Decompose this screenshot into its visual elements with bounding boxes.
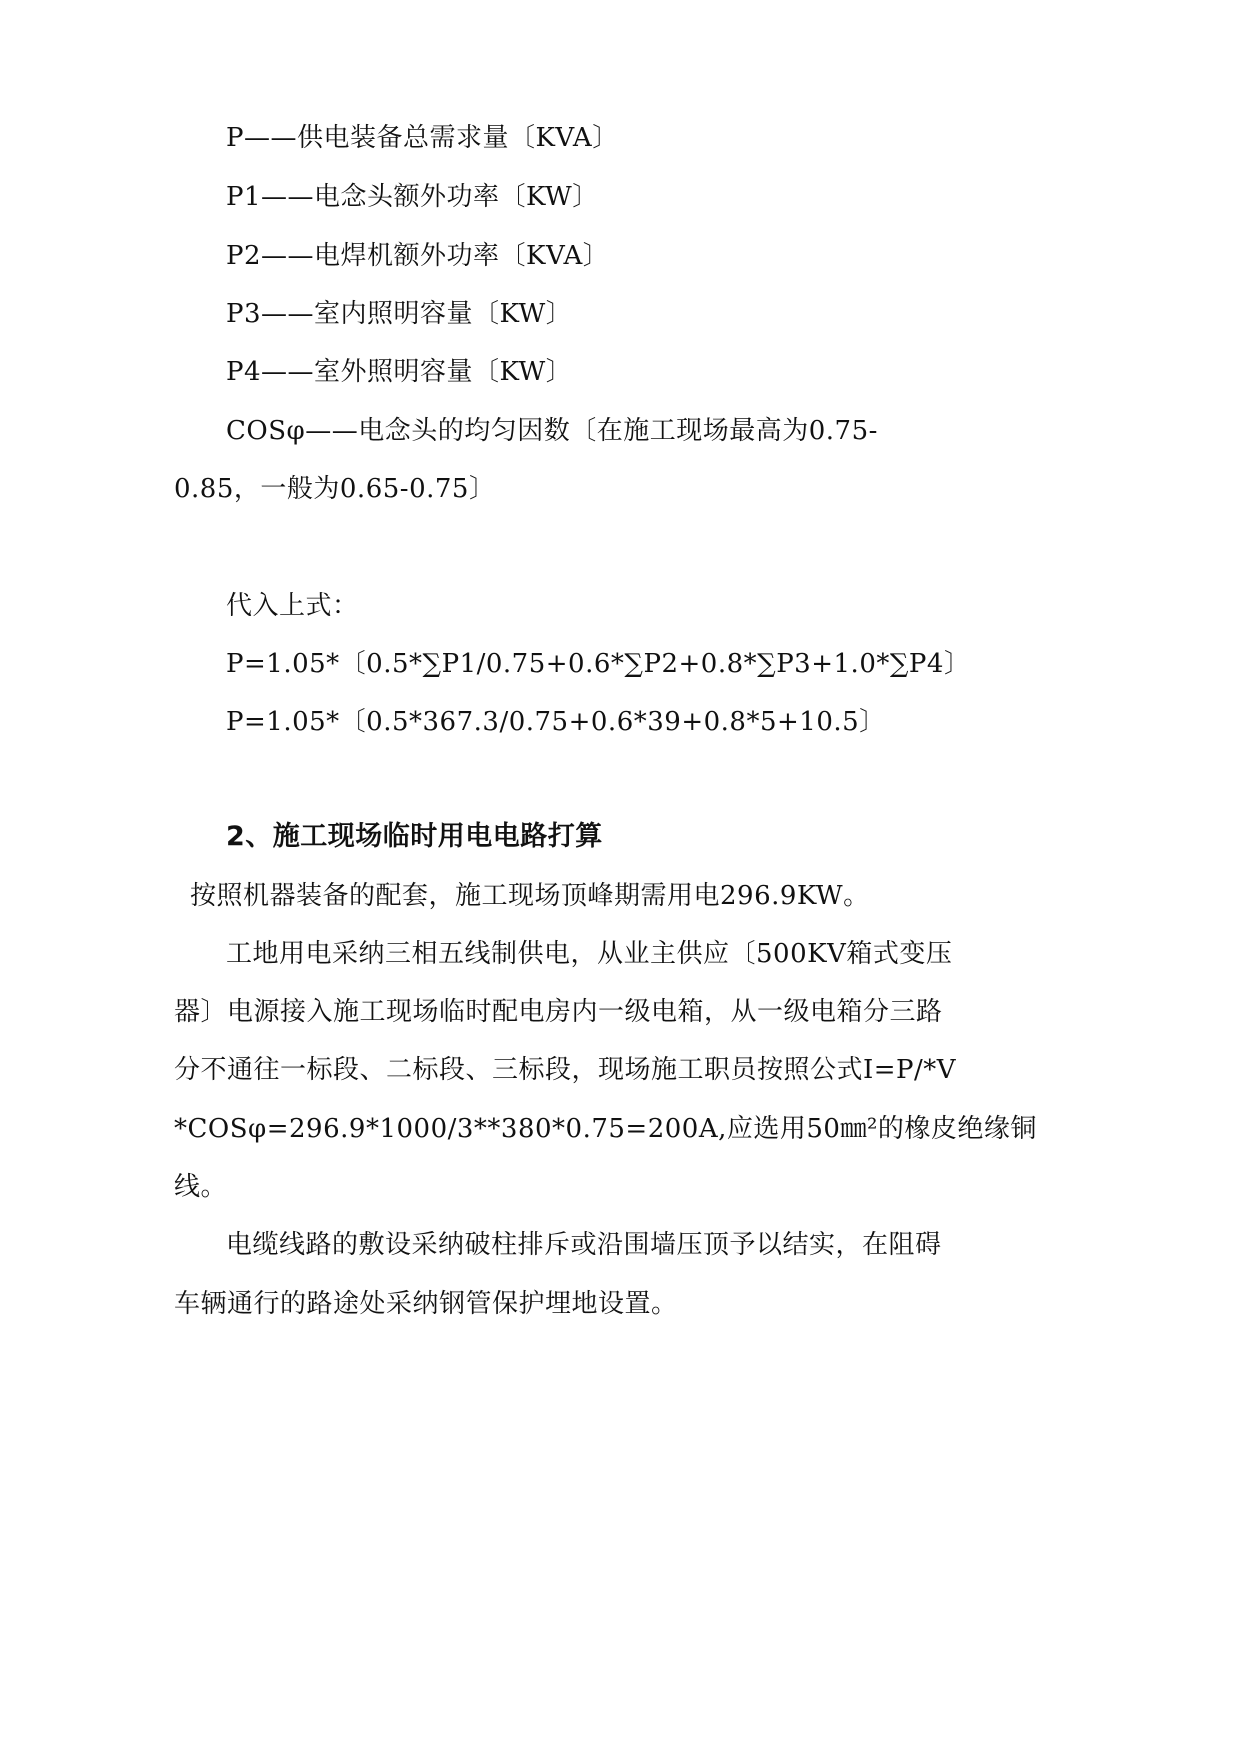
substitution-intro: 代入上式：: [226, 591, 359, 621]
definition-cos-phi-continued: 0.85，一般为0.65-0.75〕: [174, 474, 496, 504]
paragraph-supply-line-3: 分不通往一标段、二标段、三标段，现场施工职员按照公式I=P/*V: [174, 1055, 957, 1085]
paragraph-supply-line-5: 线。: [174, 1172, 228, 1202]
paragraph-supply-line-4: *COSφ=296.9*1000/3**380*0.75=200A,应选用50㎜²的橡皮绝缘铜: [174, 1114, 1037, 1144]
definition-p3: P3——室内照明容量〔KW〕: [226, 299, 573, 329]
paragraph-peak-demand: 按照机器装备的配套，施工现场顶峰期需用电296.9KW。: [190, 881, 870, 911]
formula-substituted: P=1.05*〔0.5*367.3/0.75+0.6*39+0.8*5+10.5〕: [226, 707, 886, 737]
paragraph-supply-line-1: 工地用电采纳三相五线制供电，从业主供应〔500KV箱式变压: [226, 939, 953, 969]
paragraph-supply-line-2: 器〕电源接入施工现场临时配电房内一级电箱，从一级电箱分三路: [174, 997, 943, 1027]
definition-p4: P4——室外照明容量〔KW〕: [226, 357, 573, 387]
paragraph-cable-line-1: 电缆线路的敷设采纳破柱排斥或沿围墙压顶予以结实，在阻碍: [226, 1230, 942, 1260]
definition-p1: P1——电念头额外功率〔KW〕: [226, 182, 599, 212]
definition-p: P——供电装备总需求量〔KVA〕: [226, 123, 619, 153]
definition-cos-phi: COSφ——电念头的均匀因数〔在施工现场最高为0.75-: [226, 416, 878, 446]
formula-general: P=1.05*〔0.5*∑P1/0.75+0.6*∑P2+0.8*∑P3+1.0*∑P4〕: [226, 649, 971, 679]
section-heading: 2、施工现场临时用电电路打算: [226, 821, 603, 852]
paragraph-cable-line-2: 车辆通行的路途处采纳钢管保护埋地设置。: [174, 1289, 678, 1319]
definition-p2: P2——电焊机额外功率〔KVA〕: [226, 241, 610, 271]
